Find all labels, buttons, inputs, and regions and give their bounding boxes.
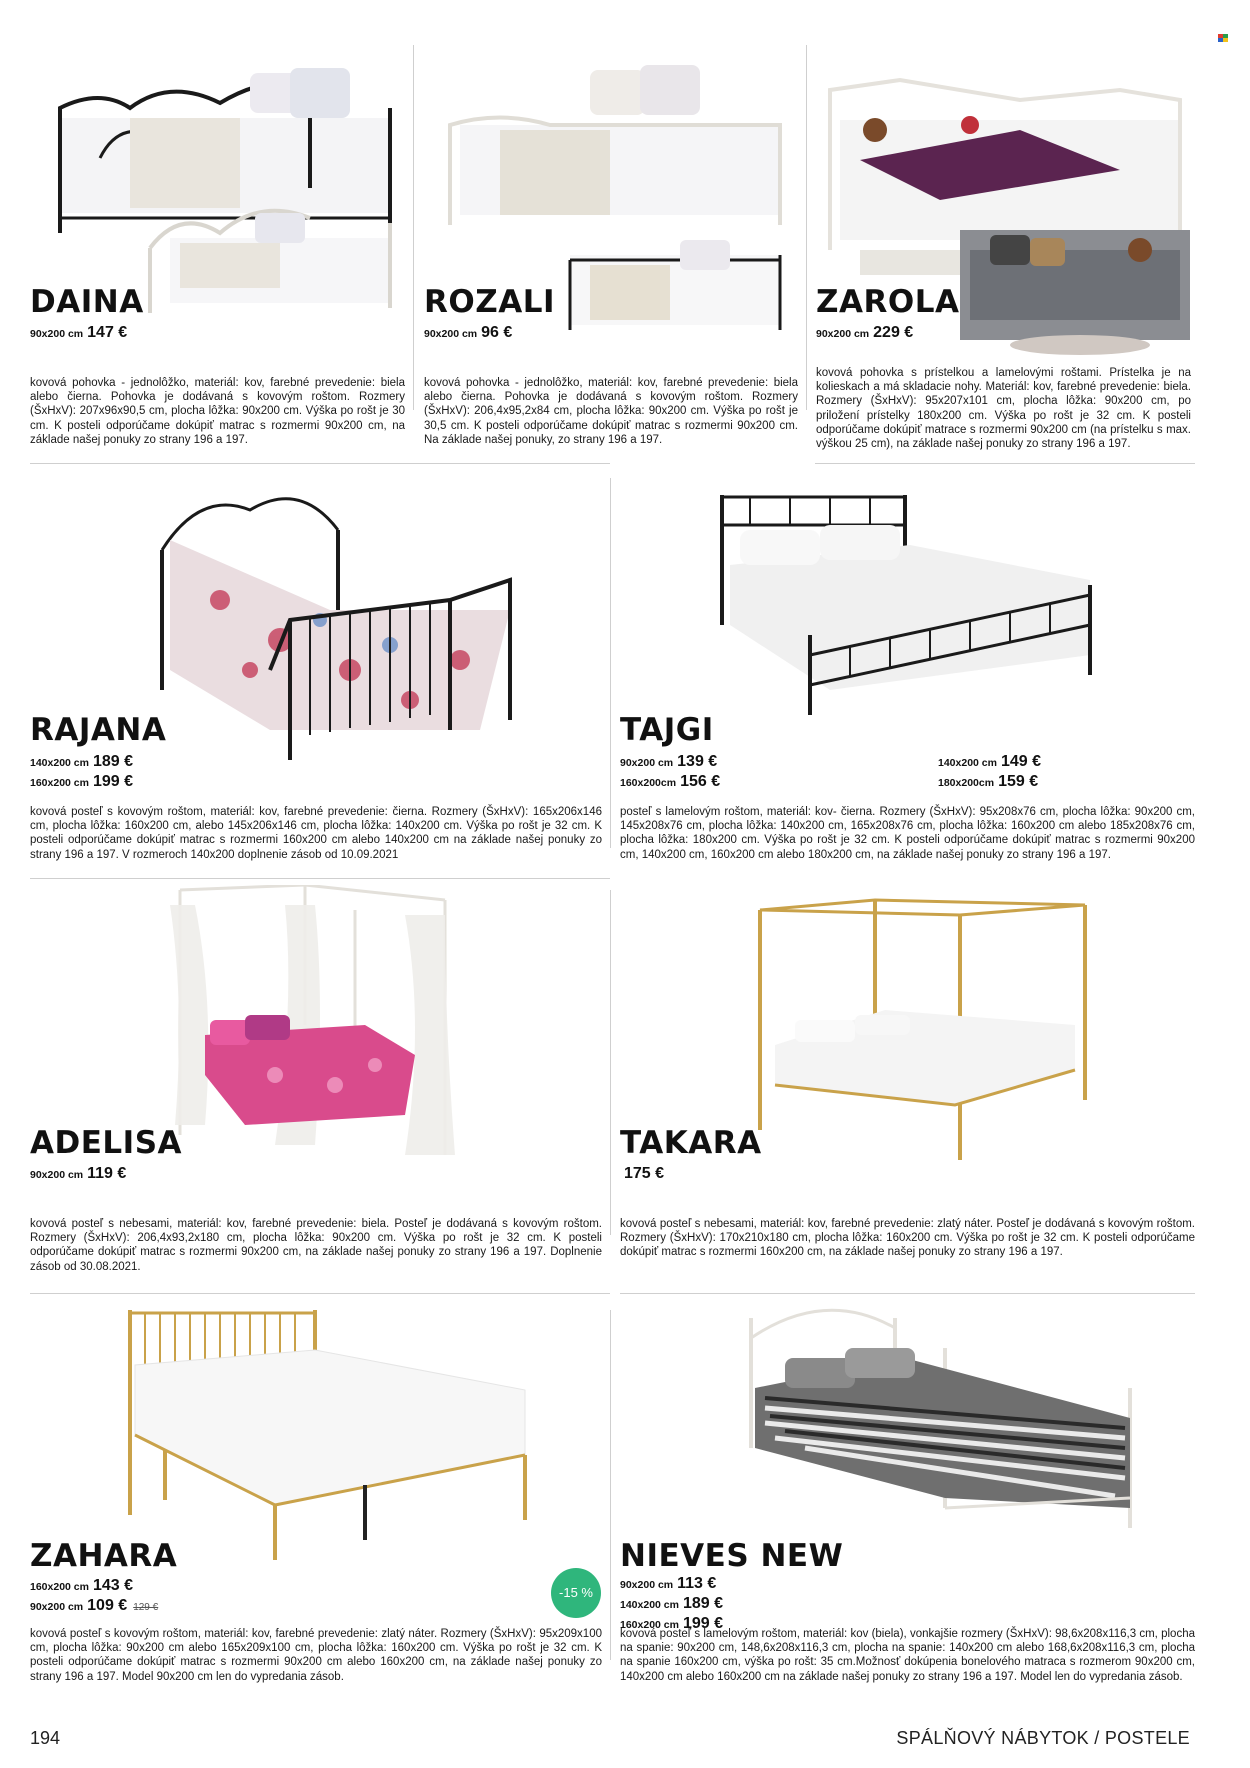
size-label: 140x200 cm	[938, 757, 997, 769]
price-row	[30, 323, 127, 343]
description-rajana: kovová posteľ s kovovým roštom, materiál: kov, farebné prevedenie: čierna. Rozmery (ŠxHxV): 165x206x146 cm, plocha lôžka: 160x200 cm, alebo 145x206x146 cm, plocha lôžka: 140x200 cm. Výška po rošt je 32 cm. K posteli odporúčame dokúpiť matrac s rozmermi 160x200 cm alebo 140x200 cm na základe našej ponuky zo strany 196 a 197. V rozmeroch 140x200 doplnenie zásob od 10.09.2021	[30, 806, 602, 861]
price-list-takara	[620, 1164, 664, 1184]
size-label: 140x200 cm	[620, 1599, 679, 1611]
divider	[30, 878, 610, 879]
price-list-rozali	[424, 323, 512, 343]
price-value: 159 €	[998, 773, 1039, 790]
price-value: 229 €	[873, 324, 914, 341]
price-value: 139 €	[677, 753, 718, 770]
page-number: 194	[30, 1728, 61, 1748]
price-row	[30, 1596, 158, 1616]
price-value: 175 €	[624, 1165, 665, 1182]
price-row	[620, 772, 720, 792]
product-name-tajgi: TAJGI	[620, 712, 714, 748]
price-row	[938, 772, 1041, 792]
size-label: 90x200 cm	[30, 328, 84, 340]
product-name-takara: TAKARA	[620, 1125, 762, 1161]
size-label: 160x200 cm	[620, 1619, 679, 1631]
product-name-zarola: ZAROLA	[816, 284, 960, 320]
product-name-rajana: RAJANA	[30, 712, 167, 748]
product-name-zahara: ZAHARA	[30, 1538, 178, 1574]
size-label: 90x200 cm	[816, 328, 870, 340]
divider	[610, 890, 611, 1235]
price-value: 189 €	[92, 753, 134, 770]
zahara-bed-image	[125, 1305, 535, 1565]
price-value: 199 €	[92, 773, 134, 790]
description-rozali: kovová pohovka - jednolôžko, materiál: kov, farebné prevedenie: biela alebo čierna. Pohovka je dodávaná s kovovým roštom. Rozmery (ŠxHxV): 206,4x95,2x84 cm, plocha lôžka: 90x200 cm. Výška po rošt je 30,5 cm. K posteli odporúčame dokúpiť matrac s rozmermi 90x200 cm. Na základe našej ponuky, zo strany 196 a 197.	[424, 377, 798, 446]
size-label: 90x200 cm	[30, 1169, 84, 1181]
product-name-nieves: NIEVES NEW	[620, 1538, 844, 1574]
price-row	[30, 1164, 126, 1184]
price-value: 149 €	[1000, 753, 1042, 770]
description-zarola: kovová pohovka s prístelkou a lamelovými roštami. Prístelka je na kolieskach a má skladacie nohy. Materiál: kov, farebné prevedenie: biela. Rozmery (ŠxHxV): 95x207x101 cm, plocha lôžka: 90x200 cm, po priložení prístelky 180x200 cm. Výška po rošt je 32 cm. K posteli odporúčame dokúpiť matrace s rozmermi 90x200 cm (na prístelku s max. výškou 25 cm), na základe našej ponuky zo strany 196 a 197.	[816, 367, 1191, 451]
price-row	[30, 752, 133, 772]
size-label: 90x200 cm	[424, 328, 478, 340]
divider	[30, 1293, 610, 1294]
adelisa-bed-image	[165, 885, 465, 1170]
description-tajgi: posteľ s lamelovým roštom, materiál: kov- čierna. Rozmery (ŠxHxV): 95x208x76 cm, plocha lôžka: 90x200 cm, 145x208x76 cm, plocha lôžka: 140x200 cm, 165x208x76 cm, plocha lôžka: 160x200 cm alebo 185x208x76 cm, plocha lôžka: 180x200 cm. Výška po rošt je 32 cm. K posteli odporúčame dokúpiť matrac s rozmermi 90x200 cm, 140x200 cm, 160x200 cm alebo 180x200 cm, na základe našej ponuky zo strany 196 a 197.	[620, 806, 1195, 861]
price-value: 147 €	[87, 324, 128, 341]
size-label: 90x200 cm	[620, 757, 674, 769]
product-name-daina: DAINA	[30, 284, 144, 320]
divider	[30, 463, 610, 464]
takara-bed-image	[755, 895, 1095, 1165]
product-name-rozali: ROZALI	[424, 284, 555, 320]
price-row	[620, 1574, 723, 1594]
price-list-daina	[30, 323, 127, 343]
divider	[620, 1293, 1195, 1294]
price-row	[620, 1594, 723, 1614]
price-row	[938, 752, 1041, 772]
price-list-zahara	[30, 1576, 158, 1616]
description-daina: kovová pohovka - jednolôžko, materiál: kov, farebné prevedenie: biela alebo čierna. Pohovka je dodávaná s kovovým roštom. Rozmery (ŠxHxV): 207x96x90,5 cm, plocha lôžka: 90x200 cm. Výška po rošt je 30 cm. K posteli odporúčame dokúpiť matrac s rozmermi 90x200 cm, na základe našej ponuky zo strany 196 a 197.	[30, 377, 405, 446]
brand-logo-icon	[1218, 34, 1228, 42]
size-label: 160x200 cm	[30, 1581, 89, 1593]
price-row	[816, 323, 913, 343]
price-value: 113 €	[677, 1575, 717, 1592]
price-row	[620, 1164, 664, 1184]
price-row	[424, 323, 512, 343]
description-nieves: kovová posteľ s lamelovým roštom, materiál: kov (biela), vonkajšie rozmery (ŠxHxV): 98,6x208x116,3 cm, plocha na spanie: 90x200 cm, 148,6x208x116,3 cm, plocha na spanie: 140x200 cm alebo 168,6x208x116,3 cm, plocha na spanie 160x200 cm, výška po rošt: 35 cm.Možnosť dokúpenia bonelového matraca s rozmerom 90x200 cm, 140x200 cm alebo 160x200 cm na základe našej ponuky zo strany 196 a 197. Model len do vypredania zásob.	[620, 1628, 1195, 1683]
rajana-bed-image	[150, 470, 530, 760]
price-value: 156 €	[680, 773, 721, 790]
description-takara: kovová posteľ s nebesami, materiál: kov, farebné prevedenie: zlatý náter. Posteľ je dodávaná s kovovým roštom. Rozmery (ŠxHxV): 170x210x180 cm, plocha lôžka: 160x200 cm. Výška po rošt je 32 cm. K posteli odporúčame dokúpiť matrac s rozmermi 160x200 cm, na základe našej ponuky zo strany 196 a 197.	[620, 1218, 1195, 1259]
size-label: 180x200cm	[938, 777, 995, 789]
size-label: 160x200 cm	[30, 777, 89, 789]
price-value: 96 €	[481, 324, 513, 341]
divider	[413, 45, 414, 410]
tajgi-bed-image	[710, 485, 1110, 755]
size-label: 90x200 cm	[30, 1601, 84, 1613]
price-list-tajgi-left	[620, 752, 720, 792]
discount-badge: -15 %	[551, 1568, 601, 1618]
section-title: SPÁLŇOVÝ NÁBYTOK / POSTELE	[896, 1728, 1190, 1748]
price-value: 199 €	[682, 1615, 724, 1632]
size-label: 90x200 cm	[620, 1579, 674, 1591]
description-adelisa: kovová posteľ s nebesami, materiál: kov, farebné prevedenie: biela. Posteľ je dodávaná s kovovým roštom. Rozmery (ŠxHxV): 206,4x93,2x180 cm, plocha lôžka: 90x200 cm. Výška po rošt je 32 cm. K posteli odporúčame dokúpiť matrac s rozmermi 90x200 cm, na základe našej ponuky zo strany 196 a 197. Doplnenie zásob od 30.08.2021.	[30, 1218, 602, 1273]
divider	[610, 1310, 611, 1660]
price-list-tajgi-right	[938, 752, 1041, 792]
price-value: 109 €	[87, 1597, 128, 1614]
price-row	[30, 1576, 158, 1596]
product-name-adelisa: ADELISA	[30, 1125, 183, 1161]
price-list-rajana	[30, 752, 133, 792]
nieves-bed-image	[745, 1298, 1195, 1538]
price-row	[620, 752, 720, 772]
price-list-zarola	[816, 323, 913, 343]
price-list-nieves	[620, 1574, 723, 1634]
old-price: 129 €	[133, 1602, 159, 1613]
price-row	[30, 772, 133, 792]
price-list-adelisa	[30, 1164, 126, 1184]
divider	[610, 478, 611, 848]
price-value: 143 €	[92, 1577, 134, 1594]
price-value: 189 €	[682, 1595, 724, 1612]
size-label: 140x200 cm	[30, 757, 89, 769]
description-zahara: kovová posteľ s kovovým roštom, materiál: kov, farebné prevedenie: zlatý náter. Rozmery (ŠxHxV): 95x209x100 cm, plocha lôžka: 90x200 cm alebo 165x209x100 cm, plocha lôžka: 160x200 cm. Výška po rošt je 32 cm. K posteli odporúčame dokúpiť matrac s rozmermi 90x200 cm alebo 160x200 cm, na základe našej ponuky zo strany 196 a 197. Model 90x200 cm len do vypredania zásob.	[30, 1628, 602, 1683]
divider	[806, 45, 807, 410]
price-value: 119 €	[87, 1165, 127, 1182]
size-label: 160x200cm	[620, 777, 677, 789]
divider	[815, 463, 1195, 464]
